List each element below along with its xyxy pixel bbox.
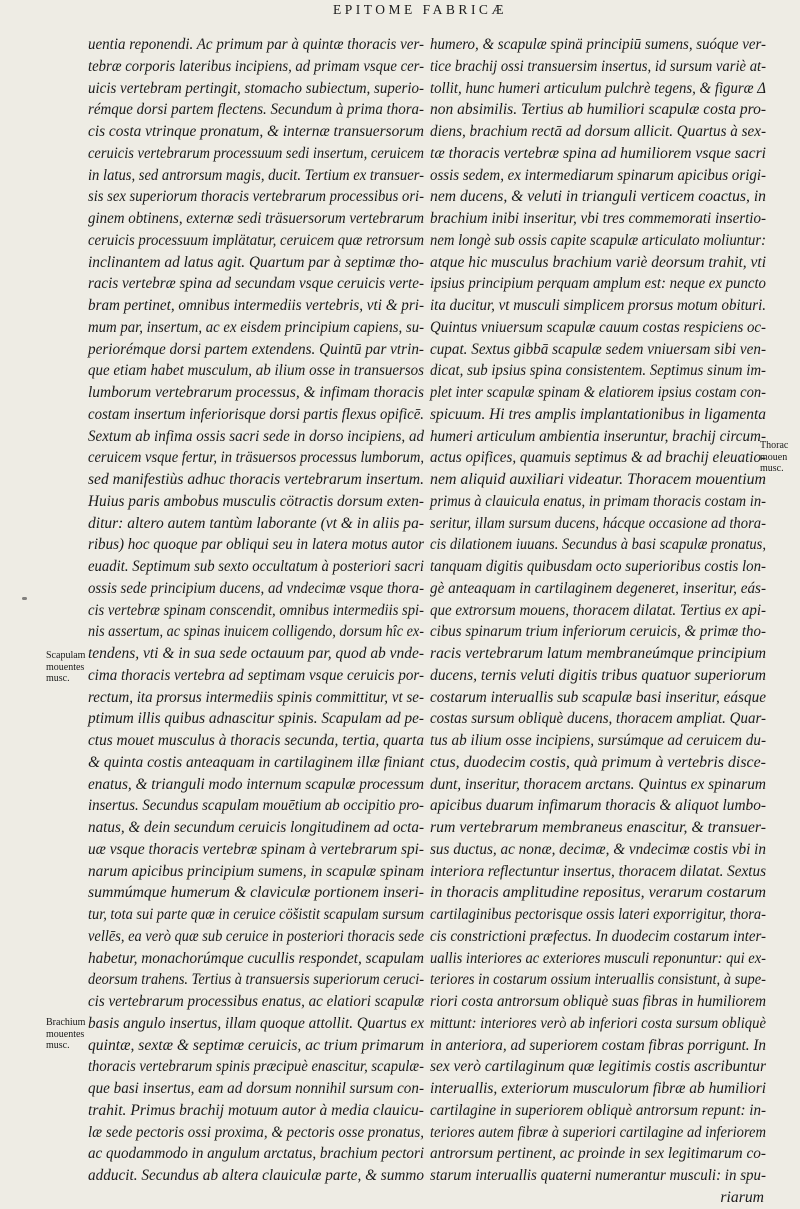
text-line: ceruicem vsque fertur, in träsuersos processus lumborum, <box>88 449 425 467</box>
text-line: uicis vertebram pertingit, stomacho subiectum, superio- <box>88 79 425 97</box>
text-line: sed manifestiùs adhuc thoracis vertebrarum insertum. <box>88 471 425 488</box>
text-line: primus à clauicula enatus, in primam thoracis costam in- <box>430 492 767 510</box>
running-header: EPITOME FABRICÆ <box>333 2 507 17</box>
margin-note-scapulam <box>46 650 85 685</box>
text-line: ctus mouet musculus à thoracis secunda, tertia, quarta <box>88 732 424 749</box>
text-line: tus ab ilium osse incipiens, sursúmque ad ceruicem du- <box>430 732 767 749</box>
text-line: ribus) hoc quoque par obliqui seu in latera motus autor <box>88 536 424 554</box>
text-line: nem ducens, & veluti in trianguli verticem coactus, in <box>430 188 767 206</box>
text-line: ctus, duodecim costis, quà primum à vertebris disce- <box>430 753 766 771</box>
text-line: antrorsum pertinent, ac proinde in sex legitimarum co- <box>430 1145 767 1163</box>
text-line: tendens, vti & in sua sede octauum par, quod ab vnde- <box>88 645 425 662</box>
text-line: tæ thoracis vertebræ spina ad humiliorem vsque sacri <box>430 144 767 162</box>
text-line: uentia reponendi. Ac primum par à quintæ thoracis ver- <box>88 36 425 53</box>
text-line: lumborum vertebrarum processus, & infimam thoracis <box>88 384 425 401</box>
text-line: racis vertebræ spina ad secundam vsque ceruicis verte- <box>88 275 424 293</box>
text-line: habetur, monachorúmque cucullis respondet, scapulam <box>88 949 425 967</box>
text-line: narum apicibus principium sumens, in scapulæ spinam <box>88 862 424 880</box>
text-line: in anteriora, ad superiorem costam fibras porrigunt. In <box>430 1036 766 1054</box>
text-line: actus opifices, quamuis septimus & ad brachij eleuatio- <box>430 449 766 467</box>
left-text-column <box>88 34 424 1187</box>
text-line: starum interuallis quaterni numerantur musculi: in spu- <box>430 1167 766 1184</box>
text-line: cima thoracis vertebra ad septimam vsque ceruicis por- <box>88 666 424 684</box>
text-line: in thoracis amplitudine repositus, verarum costarum <box>430 884 767 902</box>
text-line: seritur, illam sursum ducens, hácque occasione ad thora- <box>430 514 767 532</box>
text-line: tollit, hunc humeri articulum pulchrè tegens, & figuræ Δ <box>430 79 767 97</box>
text-line: que etiam habet musculum, ab ilium osse in transuersos <box>88 362 425 380</box>
text-line: ita ducitur, vt musculi simplicem prorsus motum obituri. <box>430 297 767 314</box>
text-line: deorsum trahens. Tertius à transuersis superiorum ceruci- <box>88 971 425 989</box>
text-line: teriores in costarum ossium interuallis consistunt, à supe- <box>430 971 767 989</box>
text-line: riori costa antrorsum obliquè suas fibras in humiliorem <box>430 993 766 1010</box>
ink-speck <box>22 597 27 600</box>
text-line: adducit. Secundus ab altera clauiculæ parte, & summo <box>88 1167 424 1184</box>
text-line: tebræ corporis lateribus incipiens, ad primam vsque cer- <box>88 57 424 75</box>
text-line: in latus, sed antrorsum magis, ducit. Tertium ex transuer- <box>88 166 424 184</box>
text-line: ossis sedem, ex intermediarum spinarum apicibus origi- <box>430 166 766 184</box>
text-line: costarum interuallis sub scapulæ basi inseritur, eásque <box>430 688 767 706</box>
margin-note-line: mouentes <box>46 1028 85 1040</box>
text-line: brachium inibi inseritur, vbi tres commemorati insertio- <box>430 210 767 227</box>
text-line: ginem obtinens, externæ sedi träsuersorum vertebrarum <box>88 210 424 227</box>
text-line: cartilagine in superiorem obliquè antrorsum repunt: in- <box>430 1101 766 1119</box>
text-line: cis costa vtrinque pronatum, & internæ transuersorum <box>88 123 424 140</box>
text-line: cibus spinarum trium inferiorum ceruicis, & primæ tho- <box>430 623 766 641</box>
text-line: cis dilationem iuuans. Secundus à basi scapulæ pronatus, <box>430 536 766 554</box>
text-line: plet inter scapulæ spinam & elatiorem ipsius costam con- <box>430 384 767 401</box>
text-line: sis sex superiorum thoracis vertebrarum processibus ori- <box>88 188 424 206</box>
margin-note-line: Brachium <box>46 1017 86 1028</box>
text-line: thoracis vertebrarum spinis præcipuè enascitur, scapulæ- <box>88 1058 424 1076</box>
text-line: spicuum. Hi tres amplis implantationibus in ligamenta <box>430 405 767 423</box>
text-line: rum vertebrarum membraneus enascitur, & transuer- <box>430 819 766 836</box>
text-line: cis constrictioni præfectus. In duodecim costarum inter- <box>430 927 767 945</box>
margin-note-line: musc. <box>46 1040 70 1051</box>
margin-note-line: Scapulam <box>46 650 86 661</box>
text-line: gè anteaquam in cartilaginem degeneret, inseritur, eás- <box>430 579 766 597</box>
text-line: læ sede pectoris ossi proxima, & pectoris osse pronatus, <box>88 1123 425 1141</box>
text-line: ipsius principium perquam amplum est: neque ex puncto <box>430 275 766 293</box>
text-line: interuallis, exteriorum musculorum fibræ ab humiliori <box>430 1080 767 1097</box>
text-line: costas sursum obliquè ducens, thoracem ampliat. Quar- <box>430 710 767 728</box>
text-line: humero, & scapulæ spinä principiū sumens, suóque ver- <box>430 36 767 53</box>
text-line: enatus, & trianguli modo internum scapulæ processum <box>88 775 425 793</box>
text-line: non absimilis. Tertius ab humiliori scapulæ costa pro- <box>430 101 767 119</box>
text-line: cis vertebrarum processibus enatus, ac elatiori scapulæ <box>88 993 425 1010</box>
text-line: racis vertebrarum latum membraneúmque principium <box>430 645 767 662</box>
text-line: rémque dorsi partem flectens. Secundum à prima thora- <box>88 101 425 119</box>
text-line: diens, brachium rectā ad dorsum allicit. Quartus à sex- <box>430 123 766 140</box>
text-line: dicat, sub ipsius spina consistentem. Septimus sinum im- <box>430 362 766 380</box>
text-line: apicibus duarum infimarum thoracis & aliquot lumbo- <box>430 797 767 815</box>
text-line: ceruicis vertebrarum processuum sedi insertum, ceruicem <box>88 144 425 162</box>
text-line: sus ductus, ac nonæ, decimæ, & vndecimæ costis vbi in <box>430 840 767 858</box>
text-line: cupat. Sextus gibbā scapulæ sedem vniuersam sibi ven- <box>430 340 767 358</box>
text-line: Quintus vniuersum scapulæ cauum costas respiciens oc- <box>430 318 766 336</box>
text-line: mum par, insertum, ac ex eisdem principium capiens, su- <box>88 318 425 336</box>
text-line: & quinta costis anteaquam in cartilaginem illæ finiant <box>88 753 424 771</box>
text-line: insertus. Secundus scapulam mouētium ab occipitio pro- <box>88 797 425 815</box>
text-line: inclinantem ad latus agit. Quartum par à septimæ tho- <box>88 253 424 271</box>
text-line: cis vertebræ spinam conscendit, omnibus intermediis spi- <box>88 601 424 619</box>
margin-note-line: mouentes <box>46 661 85 673</box>
text-line: bram pertinet, omnibus intermediis vertebris, vti & pri- <box>88 297 425 314</box>
catchword: riarum <box>720 1188 764 1206</box>
text-line: Sextum ab infima ossis sacri sede in dorso incipiens, ad <box>88 427 425 445</box>
text-line: que basi insertus, eam ad dorsum nonnihil sursum con- <box>88 1080 425 1097</box>
text-line: tur, tota sui parte quæ in ceruice cöšistit scapulam sursum <box>88 906 424 923</box>
text-line: dunt, inseritur, thoracem arctans. Quintus ex spinarum <box>430 775 766 793</box>
margin-note-line: musc. <box>760 463 784 474</box>
margin-note-line: Thorac <box>760 440 789 451</box>
margin-note-line: mouen <box>760 451 788 463</box>
text-line: nis assertum, ac spinas inuicem colligendo, dorsum hîc ex- <box>88 623 424 641</box>
text-line: teriores autem fibræ à superiori cartilagine ad inferiorem <box>430 1123 766 1141</box>
text-line: periorémque dorsi partem extendens. Quintū par vtrin- <box>88 340 424 358</box>
margin-note-brachium <box>46 1017 85 1052</box>
text-line: ossis sede principium ducens, ad vndecimæ vsque thora- <box>88 579 425 597</box>
text-line: interiora reflectuntur insertus, thoracem dilatat. Sextus <box>430 862 767 880</box>
text-line: natus, & dein secundum ceruicis longitudinem ad octa- <box>88 819 425 836</box>
text-line: ceruicis processuum implätatur, ceruicem quæ retrorsum <box>88 231 425 249</box>
text-line: que extrorsum mouens, thoracem dilatat. Tertius ex api- <box>430 601 766 619</box>
margin-note-line: musc. <box>46 673 70 684</box>
text-line: trahit. Primus brachij motuum autor à media clauicu- <box>88 1101 424 1119</box>
margin-note-thoracem <box>760 440 788 475</box>
text-line: quintæ, sextæ & septimæ ceruicis, ac trium primarum <box>88 1036 425 1054</box>
text-line: ducens, ternis veluti digitis tribus quatuor superiorum <box>430 666 767 684</box>
text-line: sex verò cartilaginum quæ legitimis costis ascribuntur <box>430 1058 766 1076</box>
text-line: nem aliquid auxiliari videatur. Thoracem mouentium <box>430 471 767 488</box>
text-line: Huius paris ambobus musculis cötractis dorsum exten- <box>88 492 425 510</box>
text-line: uæ vsque thoracis vertebræ spinam à vertebrarum spi- <box>88 840 424 858</box>
right-text-column <box>430 34 766 1209</box>
text-line: vellēs, ea verò quæ sub ceruice in posteriori thoracis sede <box>88 927 425 945</box>
text-line: tice brachij ossi transuersim insertus, id sursum variè at- <box>430 57 767 75</box>
text-line: ptimum illis quibus adnascitur spinis. Scapulam ad pe- <box>88 710 425 728</box>
text-line: euadit. Septimum sub sexto occultatum à posteriori sacri <box>88 558 425 575</box>
text-line: nem longè sub ossis capite scapulæ articulato moliuntur: <box>430 231 766 249</box>
text-line: mittunt: interiores verò ab inferiori costa sursum obliquè <box>430 1014 767 1032</box>
text-line: rectum, ita prorsus intermediis spinis committitur, vt se- <box>88 688 424 706</box>
text-line: ditur: altero autem tantùm laborante (vt & in aliis pa- <box>88 514 424 532</box>
text-line: costam insertum inferiorisque dorsi partis flexus opificē. <box>88 405 425 423</box>
text-line: tanquam digitis quibusdam octo superioribus costis lon- <box>430 558 766 575</box>
text-line: cartilaginibus pectorisque ossis lateri exporrigitur, thora- <box>430 906 766 923</box>
text-line: humeri articulum ambientia inseruntur, brachij circum- <box>430 427 767 445</box>
text-line: summúmque humerum & claviculæ portionem inseri- <box>88 884 425 902</box>
text-line: atque hic musculus brachium variè deorsum trahit, vti <box>430 253 766 271</box>
text-line: ac quodammodo in angulum arctatus, brachium pectori <box>88 1145 425 1163</box>
text-line: basis angulo insertus, illam quoque attollit. Quartus ex <box>88 1014 425 1032</box>
text-line: uallis interiores ac exteriores musculi reponuntur: qui ex- <box>430 949 767 967</box>
